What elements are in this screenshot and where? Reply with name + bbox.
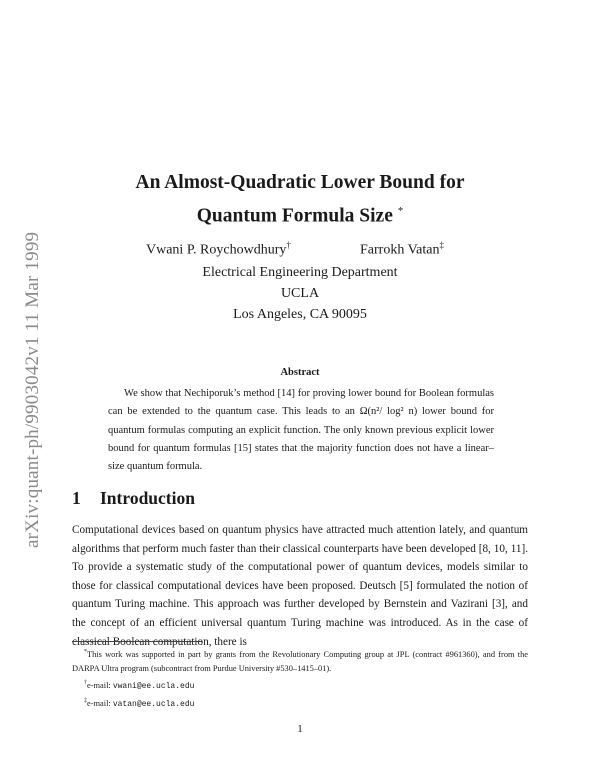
footnote-funding-mark: * xyxy=(84,649,87,655)
footnote-rule xyxy=(72,641,202,642)
footnote-email-1-label: e-mail: xyxy=(87,680,113,690)
section-title: Introduction xyxy=(100,488,195,508)
abstract-heading: Abstract xyxy=(280,367,320,378)
affiliation-location: Los Angeles, CA 90095 xyxy=(233,307,367,322)
section-heading xyxy=(72,488,195,509)
footnote-funding xyxy=(72,645,528,676)
affiliation-department: Electrical Engineering Department xyxy=(202,265,398,280)
paper-title xyxy=(60,168,540,231)
title-line-2 xyxy=(60,197,540,231)
footnotes xyxy=(72,645,528,711)
footnote-email-2-address[interactable]: vatan@ee.ucla.edu xyxy=(112,699,195,709)
footnote-email-2-label: e-mail: xyxy=(87,698,113,708)
page-number: 1 xyxy=(297,723,303,735)
footnote-email-2-mark: ‡ xyxy=(84,697,87,704)
author-2-mark: ‡ xyxy=(439,240,444,250)
author-1 xyxy=(146,240,291,259)
abstract-part-2: lower bound for quantum formulas computing an explicit function. The only known previous explicit lower bound for quantum formulas [15] states that the majority function does not have a linear–size quantum formula. xyxy=(108,406,494,473)
footnote-email-1-address[interactable]: vwani@ee.ucla.edu xyxy=(112,681,195,691)
affiliation xyxy=(100,262,500,325)
footnote-funding-text: This work was supported in part by grants from the Revolutionary Computing group at JPL (contract #961360), and from the DARPA Ultra program (subcontract from Purdue University #530–1415–01). xyxy=(72,649,528,673)
abstract-text xyxy=(108,385,494,476)
title-line-2-text: Quantum Formula Size xyxy=(196,205,393,227)
author-2 xyxy=(360,240,444,259)
arxiv-sidebar-stamp: arXiv:quant-ph/9903042v1 11 Mar 1999 xyxy=(22,231,43,548)
title-line-1: An Almost-Quadratic Lower Bound for xyxy=(135,172,465,193)
title-footnote-mark: * xyxy=(397,205,404,217)
author-2-name: Farrokh Vatan xyxy=(360,242,440,258)
affiliation-institution: UCLA xyxy=(280,286,320,301)
abstract-formula: Ω(n²/ log² n) xyxy=(359,406,418,418)
author-1-name: Vwani P. Roychowdhury xyxy=(146,242,287,258)
footnote-email-1-mark: † xyxy=(84,679,87,686)
section-number: 1 xyxy=(72,488,81,508)
footnote-email-2 xyxy=(72,694,528,712)
author-1-mark: † xyxy=(286,240,291,250)
abstract-part-1: We show that Nechiporuk’s method [14] for proving lower bound for Boolean formulas can be extended to the quantum case. This leads to an xyxy=(108,388,494,418)
intro-paragraph: Computational devices based on quantum physics have attracted much attention lately, and quantum algorithms that perform much faster than their classical counterparts have been developed [8, 10, 11]. To provide a systematic study of the computational power of quantum devices, models similar to those for classical computational devices have been proposed. Deutsch [5] formulated the notion of quantum Turing machine. This approach was further developed by Bernstein and Vazirani [3], and the concept of an efficient universal quantum Turing machine was introduced. As in the case of classical Boolean computation, there is xyxy=(72,524,528,648)
footnote-email-1 xyxy=(72,676,528,694)
